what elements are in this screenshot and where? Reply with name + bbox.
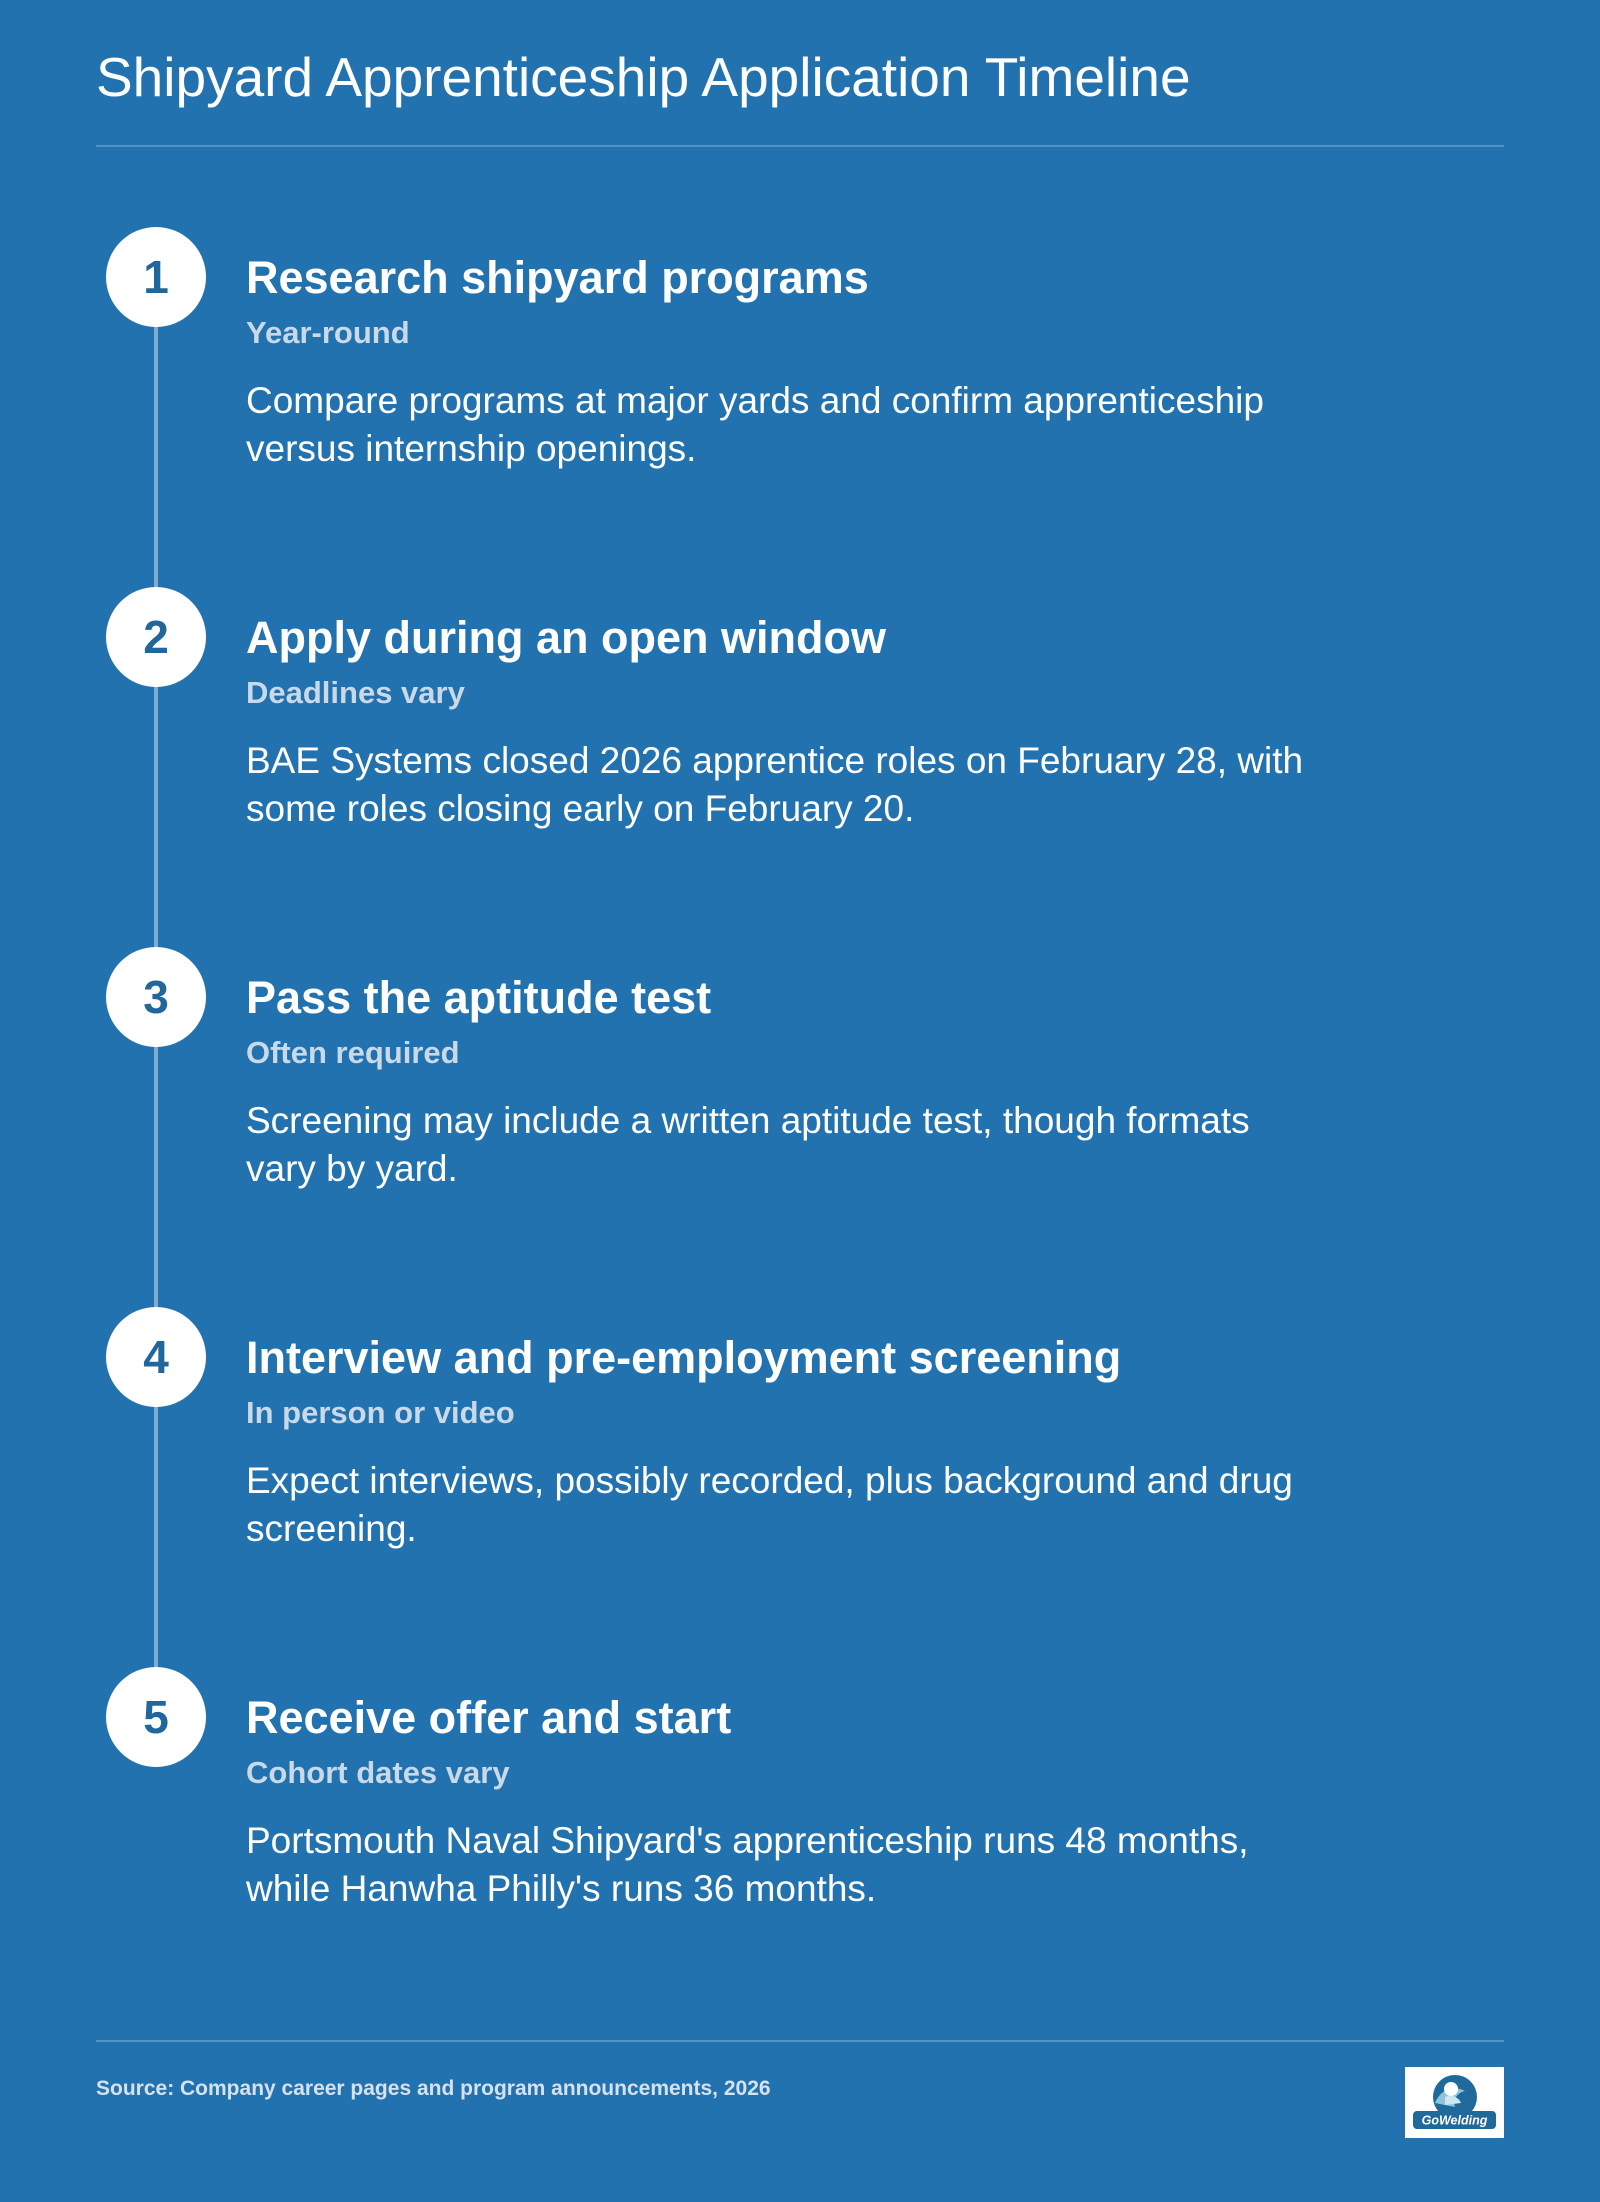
timeline-step-2 [0,587,1600,887]
timeline-step-1 [0,227,1600,527]
step-description: Portsmouth Naval Shipyard's apprenticeship runs 48 months, while Hanwha Philly's runs 36 months. [246,1820,1249,1909]
brand-logo [1405,2067,1504,2138]
step-timing: Deadlines vary [246,675,465,710]
step-description: BAE Systems closed 2026 apprentice roles on February 28, with some roles closing early on February 20. [246,740,1304,829]
step-description: Screening may include a written aptitude test, though formats vary by yard. [246,1100,1250,1189]
timeline-step-4 [0,1307,1600,1607]
step-title: Interview and pre-employment screening [246,1332,1122,1383]
step-title: Receive offer and start [246,1692,732,1743]
step-timing: Year-round [246,315,410,350]
timeline-step-5 [0,1667,1600,1967]
step-number-badge: 2 [106,587,206,687]
step-number-badge: 4 [106,1307,206,1407]
step-timing: Often required [246,1035,460,1070]
step-title: Apply during an open window [246,612,886,663]
timeline-step-3 [0,947,1600,1247]
step-number-badge: 5 [106,1667,206,1767]
welder-logo-icon [1405,2067,1504,2138]
footer-divider [96,2040,1504,2042]
step-number-badge: 1 [106,227,206,327]
step-description: Expect interviews, possibly recorded, plus background and drug screening. [246,1460,1293,1549]
source-note: Source: Company career pages and program announcements, 2026 [96,2077,771,2100]
header-divider [96,145,1504,147]
step-description: Compare programs at major yards and confirm apprenticeship versus internship openings. [246,380,1264,469]
step-title: Research shipyard programs [246,252,869,303]
step-number-badge: 3 [106,947,206,1047]
step-timing: In person or video [246,1395,515,1430]
svg-text:GoWelding: GoWelding [1421,2113,1488,2128]
step-timing: Cohort dates vary [246,1755,510,1790]
page-title: Shipyard Apprenticeship Application Timeline [96,46,1191,108]
step-title: Pass the aptitude test [246,972,712,1023]
